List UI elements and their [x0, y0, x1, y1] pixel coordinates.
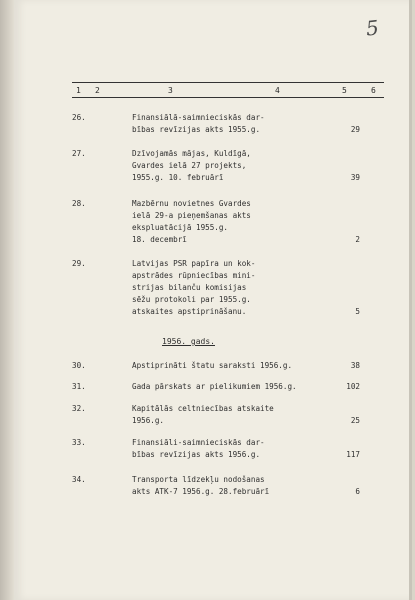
item-number: 33.	[72, 438, 86, 447]
item-number: 29.	[72, 259, 86, 268]
item-number: 34.	[72, 475, 86, 484]
item-count: 117	[346, 450, 360, 459]
item-number: 28.	[72, 199, 86, 208]
header-col-3: 3	[168, 86, 173, 95]
header-col-5: 5	[342, 86, 347, 95]
item-count: 29	[350, 125, 360, 134]
item-count: 38	[350, 361, 360, 370]
item-description: Apstiprināti štatu saraksti 1956.g.	[132, 361, 293, 370]
page-edge	[409, 0, 412, 600]
item-description: Latvijas PSR papīra un kok- apstrādes rūpniecības mini- strijas bilanču komisijas sēžu protokoli par 1955.g. atskaites apstiprināšanu.	[132, 259, 256, 316]
item-description: Dzīvojamās mājas, Kuldīgā, Gvardes ielā 27 projekts, 1955.g. 10. februārī	[132, 149, 251, 182]
item-number: 26.	[72, 113, 86, 122]
item-description: Kapitālās celtniecības atskaite 1956.g.	[132, 404, 274, 425]
item-description: Mazbērnu novietnes Gvardes ielā 29-a pieņemšanas akts ekspluatācijā 1955.g. 18. decembrī	[132, 199, 251, 244]
item-description: Gada pārskats ar pielikumiem 1956.g.	[132, 382, 297, 391]
header-col-2: 2	[95, 86, 100, 95]
item-count: 2	[355, 235, 360, 244]
item-number: 27.	[72, 149, 86, 158]
item-description: Transporta līdzekļu nodošanas akts ATK-7 1956.g. 28.februārī	[132, 475, 270, 496]
header-rule-bottom	[72, 97, 384, 98]
item-number: 32.	[72, 404, 86, 413]
item-count: 39	[350, 173, 360, 182]
item-count: 6	[355, 487, 360, 496]
item-description: Finansiālā-saimnieciskās dar- bības revīzijas akts 1955.g.	[132, 113, 265, 134]
item-number: 31.	[72, 382, 86, 391]
header-col-4: 4	[275, 86, 280, 95]
item-count: 102	[346, 382, 360, 391]
binding-edge	[0, 0, 14, 600]
header-col-1: 1	[76, 86, 81, 95]
year-heading: 1956. gads.	[162, 337, 215, 346]
item-number: 30.	[72, 361, 86, 370]
header-col-6: 6	[371, 86, 376, 95]
header-rule-top	[72, 82, 384, 83]
item-count: 25	[350, 416, 360, 425]
page-number: 5	[364, 15, 380, 41]
item-count: 5	[355, 307, 360, 316]
item-description: Finansiāli-saimnieciskās dar- bības revīzijas akts 1956.g.	[132, 438, 265, 459]
